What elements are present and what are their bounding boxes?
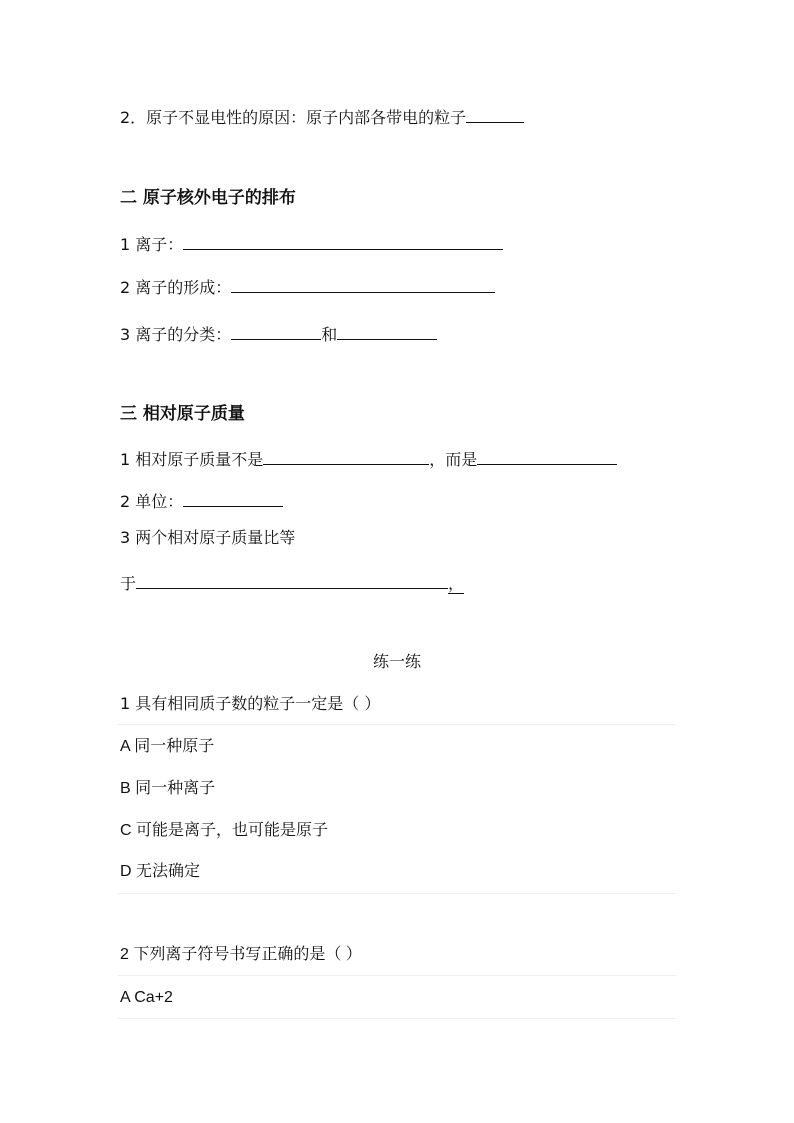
atom-neutral-reason-line bbox=[120, 104, 524, 128]
answer-blank[interactable] bbox=[477, 446, 617, 465]
answer-blank[interactable] bbox=[466, 104, 524, 123]
answer-blank[interactable] bbox=[183, 488, 283, 507]
ion-definition-label: 1 离子： bbox=[120, 235, 184, 254]
option-b[interactable]: B 同一种离子 bbox=[120, 780, 216, 797]
relative-mass-label: 1 相对原子质量不是 bbox=[120, 450, 264, 469]
option-a[interactable]: A 同一种原子 bbox=[120, 738, 215, 755]
relative-mass-line bbox=[120, 446, 617, 470]
answer-blank[interactable] bbox=[263, 446, 429, 465]
mass-ratio-continuation-label: 于 bbox=[120, 574, 137, 593]
mass-ratio-continuation-line bbox=[120, 570, 464, 594]
question-2-stem: 2 下列离子符号书写正确的是（ ） bbox=[120, 946, 362, 963]
option-c[interactable]: C 可能是离子，也可能是原子 bbox=[120, 822, 329, 839]
comma-text: ， bbox=[448, 574, 465, 593]
answer-blank[interactable] bbox=[231, 274, 495, 293]
and-text: 和 bbox=[321, 325, 338, 344]
ion-classification-label: 3 离子的分类： bbox=[120, 325, 232, 344]
but-is-text: ，而是 bbox=[429, 450, 478, 469]
question-1-options bbox=[118, 724, 676, 894]
answer-blank[interactable] bbox=[183, 231, 503, 250]
ion-formation-label: 2 离子的形成： bbox=[120, 278, 232, 297]
ion-classification-line bbox=[120, 321, 437, 345]
section-three-heading: 三 相对原子质量 bbox=[120, 404, 245, 424]
mass-ratio-line: 3 两个相对原子质量比等 bbox=[120, 528, 296, 547]
unit-line bbox=[120, 488, 283, 512]
ion-definition-line bbox=[120, 231, 503, 255]
option-a[interactable]: A Ca+2 bbox=[120, 989, 173, 1006]
answer-blank[interactable] bbox=[337, 321, 437, 340]
section-two-heading: 二 原子核外电子的排布 bbox=[120, 188, 296, 208]
unit-label: 2 单位： bbox=[120, 492, 184, 511]
ion-formation-line bbox=[120, 274, 495, 298]
question-2-options bbox=[118, 975, 676, 1019]
answer-blank[interactable] bbox=[136, 570, 448, 589]
answer-blank[interactable] bbox=[231, 321, 321, 340]
practice-title: 练一练 bbox=[372, 652, 421, 671]
atom-neutral-reason-text: 2．原子不显电性的原因：原子内部各带电的粒子 bbox=[120, 108, 467, 127]
option-d[interactable]: D 无法确定 bbox=[120, 863, 201, 880]
question-1-stem: 1 具有相同质子数的粒子一定是（ ） bbox=[120, 694, 381, 713]
